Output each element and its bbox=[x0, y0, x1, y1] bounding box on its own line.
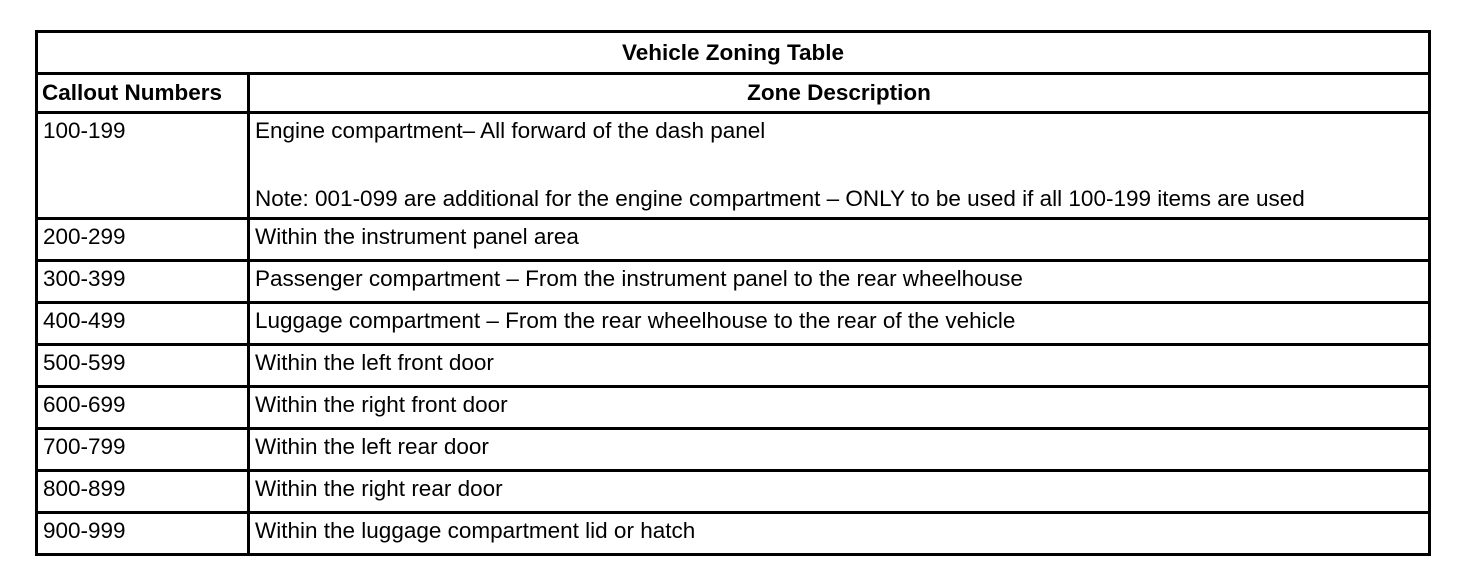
title-row bbox=[37, 32, 1430, 74]
callout-cell: 100-199 bbox=[37, 113, 249, 219]
callout-cell: 500-599 bbox=[37, 345, 249, 387]
table-title: Vehicle Zoning Table bbox=[37, 32, 1430, 74]
callout-cell: 900-999 bbox=[37, 513, 249, 555]
table-row bbox=[37, 513, 1430, 555]
description-text: Engine compartment– All forward of the dash panel bbox=[255, 118, 766, 143]
description-cell: Within the right front door bbox=[249, 387, 1430, 429]
description-cell bbox=[249, 113, 1430, 219]
callout-cell: 700-799 bbox=[37, 429, 249, 471]
description-cell: Within the left rear door bbox=[249, 429, 1430, 471]
description-cell: Within the instrument panel area bbox=[249, 219, 1430, 261]
table-row bbox=[37, 345, 1430, 387]
callout-cell: 300-399 bbox=[37, 261, 249, 303]
callout-cell: 600-699 bbox=[37, 387, 249, 429]
header-row bbox=[37, 74, 1430, 113]
description-cell: Passenger compartment – From the instrument panel to the rear wheelhouse bbox=[249, 261, 1430, 303]
zone-description-header: Zone Description bbox=[249, 74, 1430, 113]
description-cell: Within the right rear door bbox=[249, 471, 1430, 513]
table-row bbox=[37, 219, 1430, 261]
table-row bbox=[37, 429, 1430, 471]
description-cell: Within the left front door bbox=[249, 345, 1430, 387]
table-row bbox=[37, 261, 1430, 303]
table-row bbox=[37, 387, 1430, 429]
vehicle-zoning-table bbox=[35, 30, 1431, 556]
table-row bbox=[37, 471, 1430, 513]
table-row bbox=[37, 303, 1430, 345]
callout-numbers-header: Callout Numbers bbox=[37, 74, 249, 113]
callout-cell: 800-899 bbox=[37, 471, 249, 513]
callout-cell: 400-499 bbox=[37, 303, 249, 345]
table-row bbox=[37, 113, 1430, 219]
callout-cell: 200-299 bbox=[37, 219, 249, 261]
description-cell: Luggage compartment – From the rear wheelhouse to the rear of the vehicle bbox=[249, 303, 1430, 345]
description-note: Note: 001-099 are additional for the engine compartment – ONLY to be used if all 100-199 items are used bbox=[255, 186, 1305, 211]
description-cell: Within the luggage compartment lid or hatch bbox=[249, 513, 1430, 555]
